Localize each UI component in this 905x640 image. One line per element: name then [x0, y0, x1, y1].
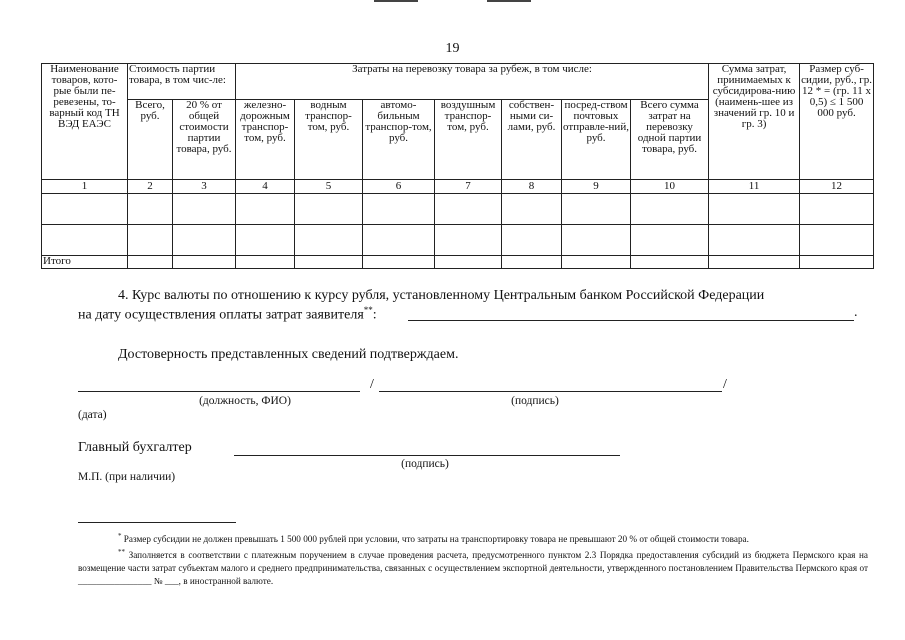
- section4-line2: [78, 305, 377, 324]
- header-water: водным транспор-том, руб.: [295, 100, 363, 180]
- total-label: Итого: [42, 256, 128, 269]
- footnotes: [78, 530, 868, 588]
- position-fio-field[interactable]: [78, 391, 360, 392]
- page-number: 19: [445, 41, 460, 56]
- header-sum-per-batch: Всего сумма затрат на перевозку одной партии товара, руб.: [631, 100, 709, 180]
- table-row: [42, 225, 874, 256]
- header-rail: железно-дорожным транспор-том, руб.: [236, 100, 295, 180]
- header-cost-total: Всего, руб.: [128, 100, 173, 180]
- section4-line2-colon: :: [372, 307, 377, 323]
- column-number-row: [42, 180, 874, 194]
- signature-field[interactable]: [379, 391, 722, 392]
- chief-accountant-label: Главный бухгалтер: [78, 440, 192, 455]
- separator-slash: /: [370, 377, 374, 392]
- section4-line2-end: .: [854, 305, 858, 320]
- chief-signature-caption: (подпись): [401, 458, 449, 470]
- footnote-1-text: Размер субсидии не должен превышать 1 500 000 рублей при условии, что затраты на транспортировку товара не превышают 20 % от общей стоимости товара.: [123, 534, 749, 545]
- footnote-2: [78, 546, 868, 588]
- header-postal: посред-ством почтовых отправле-ний, руб.: [562, 100, 631, 180]
- separator-slash: /: [723, 377, 727, 392]
- chief-accountant-signature-field[interactable]: [234, 455, 620, 456]
- scan-top-marks: [0, 0, 905, 4]
- footnote-separator: [78, 522, 236, 523]
- column-number: 9: [562, 180, 631, 194]
- section4-line2-text: на дату осуществления оплаты затрат заявителя: [78, 307, 364, 323]
- column-number: 8: [502, 180, 562, 194]
- header-own: собствен-ными си-лами, руб.: [502, 100, 562, 180]
- footnote-2-text: Заполняется в соответствии с платежным поручением в случае проведения расчета, предусмотренного пунктом 2.3 Порядка предоставления субсидий из бюджета Пермского края на возмещение части затрат субъектам малого и среднего предпринимательства, связанных с осуществлением экспортной деятельности, утвержденного постановлением Правительства Пермского края от ________________ № ___, в иностранной валюте.: [78, 550, 868, 587]
- column-number: 5: [295, 180, 363, 194]
- confirmation-text: Достоверность представленных сведений подтверждаем.: [118, 347, 459, 362]
- column-number: 6: [363, 180, 435, 194]
- signature-caption: (подпись): [511, 395, 559, 407]
- header-name: Наименование товаров, кото-рые были пе-ревезены, то-варный код ТН ВЭД ЕАЭС: [42, 64, 128, 180]
- total-row: [42, 256, 874, 269]
- footnote-1: [78, 530, 868, 546]
- date-caption: (дата): [78, 409, 107, 421]
- table-row: [42, 194, 874, 225]
- column-number: 2: [128, 180, 173, 194]
- footnote-1-mark: *: [118, 532, 122, 540]
- column-number: 10: [631, 180, 709, 194]
- column-number: 1: [42, 180, 128, 194]
- column-number: 3: [173, 180, 236, 194]
- header-air: воздушным транспор-том, руб.: [435, 100, 502, 180]
- column-number: 7: [435, 180, 502, 194]
- header-transport-group: Затраты на перевозку товара за рубеж, в том числе:: [236, 64, 709, 100]
- header-cost-20: 20 % от общей стоимости партии товара, руб.: [173, 100, 236, 180]
- column-number: 12: [800, 180, 874, 194]
- column-number: 11: [709, 180, 800, 194]
- subsidy-table: [41, 63, 874, 269]
- column-number: 4: [236, 180, 295, 194]
- footnote-ref-2: **: [363, 305, 373, 315]
- section4-line1: 4. Курс валюты по отношению к курсу рубля, установленному Центральным банком Российской Федерации: [118, 288, 765, 303]
- footnote-2-mark: **: [118, 548, 125, 557]
- header-subsidy: Размер суб-сидии, руб., гр. 12 * = (гр. 11 х 0,5) ≤ 1 500 000 руб.: [800, 64, 874, 180]
- position-fio-caption: (должность, ФИО): [199, 395, 291, 407]
- seal-label: М.П. (при наличии): [78, 471, 176, 483]
- header-accepted: Сумма затрат, принимаемых к субсидирова-нию (наимень-шее из значений гр. 10 и гр. 3): [709, 64, 800, 180]
- header-cost-group: Стоимость партии товара, в том чис-ле:: [128, 64, 236, 100]
- header-auto: автомо-бильным транспор-том, руб.: [363, 100, 435, 180]
- exchange-rate-field[interactable]: [408, 320, 854, 321]
